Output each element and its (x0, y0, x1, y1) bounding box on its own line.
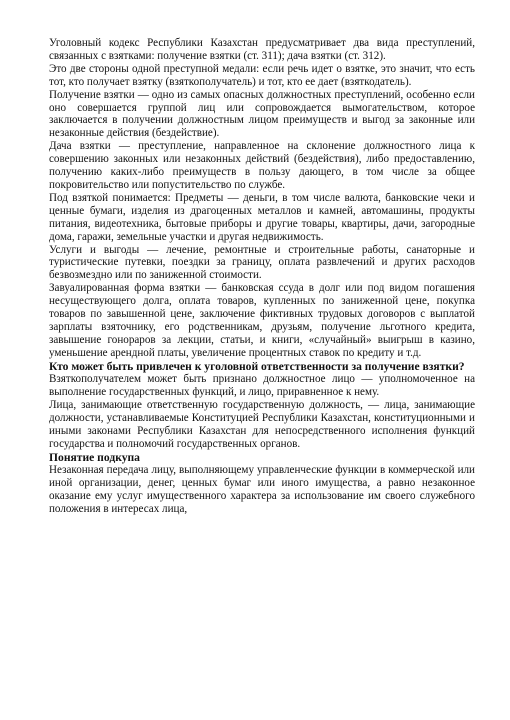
paragraph-receiving-bribe: Получение взятки — одно из самых опасных должностных преступлений, особенно если оно совершается группой лиц или сопровождается вымогательством, которое заключается в получении должностным лицом преимуществ и выгод за законные или незаконные действия (бездействие). (49, 88, 475, 140)
paragraph-two-sides: Это две стороны одной преступной медали: если речь идет о взятке, это значит, что есть тот, кто получает взятку (взяткополучатель) и тот, кто ее дает (взяткодатель). (49, 62, 475, 88)
paragraph-bribe-taker: Взяткополучателем может быть признано должностное лицо — уполномоченное на выполнение государственных функций, и лицо, приравненное к нему. (49, 373, 475, 398)
heading-liability: Кто может быть привлечен к уголовной ответственности за получение взятки? (49, 359, 465, 373)
paragraph-bribe-items: Под взяткой понимается: Предметы — деньги, в том числе валюта, банковские чеки и ценные бумаги, изделия из драгоценных металлов и камней, автомашины, продукты питания, видеотехника, бытовые приборы и другие товары, квартиры, дачи, загородные дома, гаражи, земельные участки и другая недвижимость. (49, 191, 475, 243)
heading-bribery-concept: Понятие подкупа (49, 450, 140, 464)
paragraph-criminal-code: Уголовный кодекс Республики Казахстан предусматривает два вида преступлений, связанных с взятками: получение взятки (ст. 311); дача взятки (ст. 312). (49, 37, 475, 62)
paragraph-bribery-definition: Незаконная передача лицу, выполняющему управленческие функции в коммерческой или иной организации, денег, ценных бумаг или иного имущества, а равно незаконное оказание ему услуг имущественного характера за использование им своего служебного положения в интересах лица, (49, 463, 475, 515)
paragraph-state-officials: Лица, занимающие ответственную государственную должность, — лица, занимающие должности, устанавливаемые Конституцией Республики Казахстан, конституционными и иными законами Республики Казахстан для непосредственного исполнения функций государства и полномочий государственных органов. (49, 398, 475, 450)
paragraph-giving-bribe: Дача взятки — преступление, направленное на склонение должностного лица к совершению законных или незаконных действий (бездействия), либо предоставлению, получению каких-либо преимуществ в пользу дающего, в том числе за общее покровительство или попустительство по службе. (49, 140, 475, 191)
paragraph-services-benefits: Услуги и выгоды — лечение, ремонтные и строительные работы, санаторные и туристические путевки, поездки за границу, оплата развлечений и других расходов безвозмездно или по заниженной стоимости. (49, 243, 475, 282)
paragraph-veiled-bribe: Завуалированная форма взятки — банковская ссуда в долг или под видом погашения несуществующего долга, оплата товаров, купленных по заниженной цене, покупка товаров по завышенной цене, заключение фиктивных трудовых договоров с выплатой зарплаты взяточнику, его родственникам, друзьям, получение льготного кредита, завышение гонораров за лекции, статьи, и книги, «случайный» выигрыш в казино, уменьшение арендной платы, увеличение процентных ставок по кредиту и т.д. (49, 282, 475, 359)
